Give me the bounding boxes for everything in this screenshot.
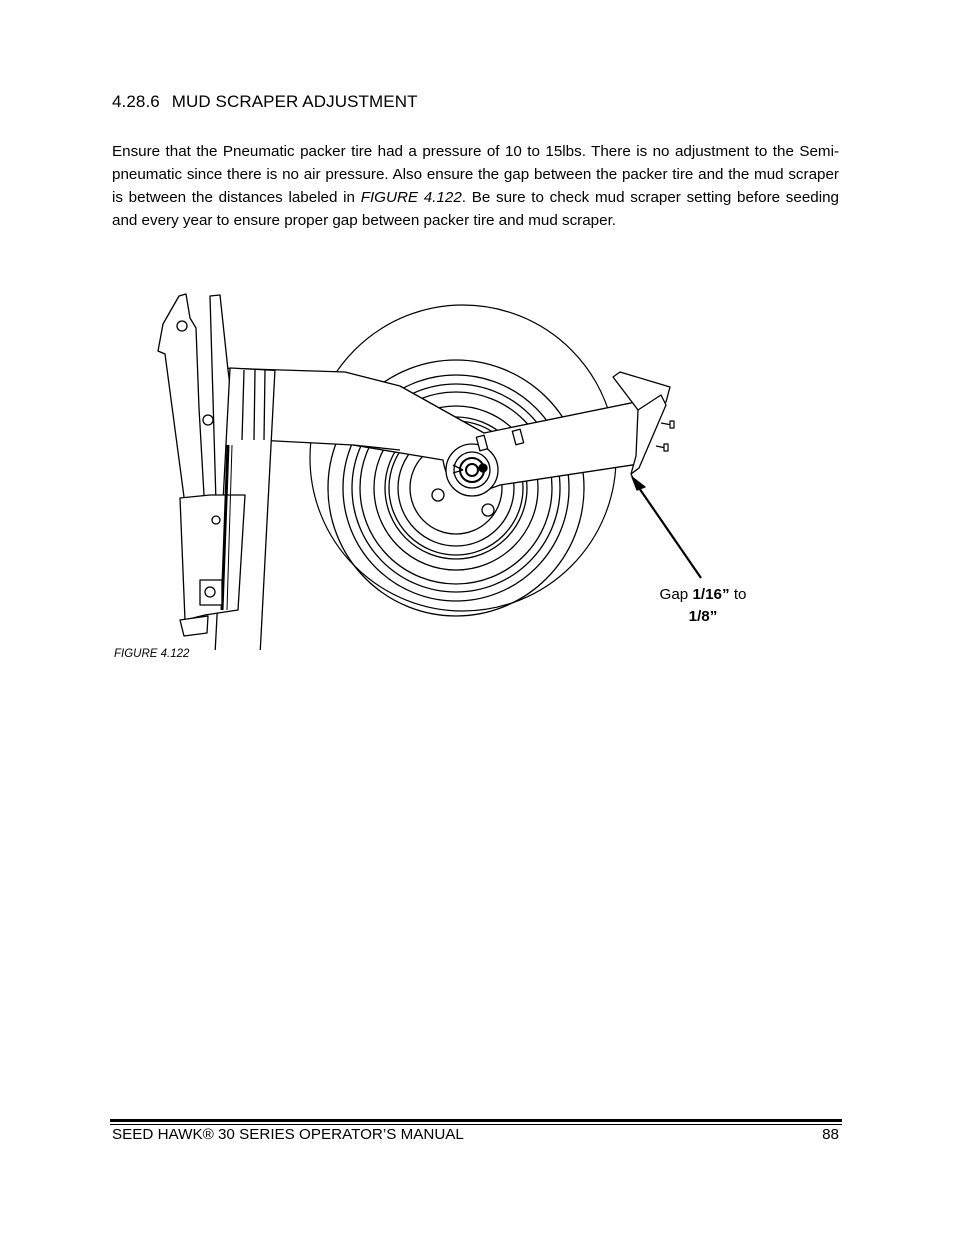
footer-rule-thin (110, 1124, 842, 1125)
shank-frame (158, 294, 275, 650)
page-footer (112, 1126, 839, 1143)
footer-rule-thick (110, 1119, 842, 1122)
manual-title: SEED HAWK® 30 SERIES OPERATOR’S MANUAL (112, 1126, 464, 1143)
gap-callout (648, 584, 758, 628)
gap-max: 1/8” (688, 608, 718, 625)
page-number: 88 (822, 1126, 839, 1143)
packer-arm (218, 368, 660, 491)
mud-scraper-illustration (150, 290, 710, 650)
figure-caption: FIGURE 4.122 (114, 648, 190, 660)
paragraph-text-2: . Be sure to check mud scraper setting before seeding and every year to ensure proper gap between packer tire and mud scraper. (112, 189, 839, 229)
figure-reference: FIGURE 4.122 (360, 189, 462, 206)
scraper-bolts (656, 421, 674, 451)
section-number: 4.28.6 (112, 92, 160, 111)
gap-min: 1/16” (692, 586, 730, 603)
axle-hub (446, 444, 498, 496)
gap-callout-arrow (632, 477, 701, 578)
body-paragraph (112, 140, 839, 232)
gap-prefix: Gap (659, 586, 693, 603)
gap-to: to (729, 586, 747, 603)
paragraph-text-1: Ensure that the Pneumatic packer tire had a pressure of 10 to 15lbs. There is no adjustment to the Semi-pneumatic since there is no air pressure. Also ensure the gap between the packer tire and the mud scraper is between the distances labeled in (112, 143, 839, 206)
section-heading (112, 92, 418, 112)
section-title: MUD SCRAPER ADJUSTMENT (171, 92, 418, 111)
